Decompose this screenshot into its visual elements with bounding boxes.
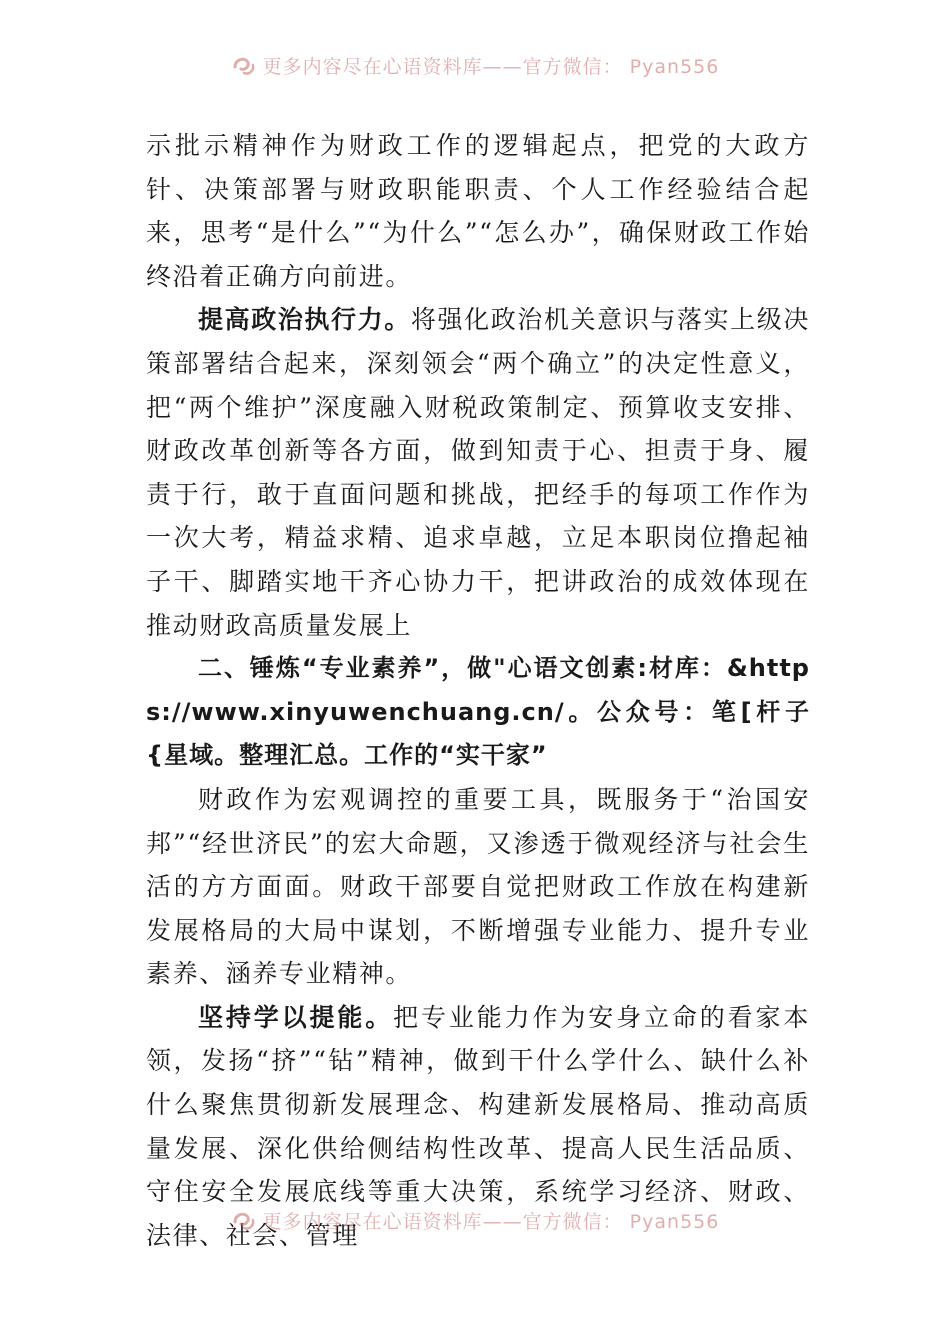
watermark-text: 更多内容尽在心语资料库——官方微信： Pyan556 [262, 1211, 720, 1233]
brand-logo-icon [231, 53, 257, 79]
document-body [146, 124, 810, 1257]
paragraph-4 [146, 778, 810, 996]
paragraph-text: 把专业能力作为安身立命的看家本领，发扬“挤”“钻”精神，做到干什么学什么、缺什么补什么聚焦贯彻新发展理念、构建新发展格局、推动高质量发展、深化供给侧结构性改革、提高人民生活品质、守住安全发展底线等重大决策，系统学习经济、财政、法律、社会、管理 [146, 1002, 810, 1250]
paragraph-text: 将强化政治机关意识与落实上级决策部署结合起来，深刻领会“两个确立”的决定性意义，把“两个维护”深度融入财税政策制定、预算收支安排、财政改革创新等各方面，做到知责于心、担责于身、履责于行，敢于直面问题和挑战，把经手的每项工作作为一次大考，精益求精、追求卓越，立足本职岗位撸起袖子干、脚踏实地干齐心协力干，把讲政治的成效体现在推动财政高质量发展上 [146, 305, 810, 640]
section-heading: 二、锤炼“专业素养”，做"心语文创素:材库：&https://www.xinyuwenchuang.cn/。公众号：笔[杆子{星域。整理汇总。工作的“实干家” [146, 654, 810, 770]
paragraph-1 [146, 124, 810, 298]
paragraph-lead: 提高政治执行力。 [198, 305, 411, 335]
paragraph-text: 示批示精神作为财政工作的逻辑起点，把党的大政方针、决策部署与财政职能职责、个人工作经验结合起来，思考“是什么”“为什么”“怎么办”，确保财政工作始终沿着正确方向前进。 [146, 131, 810, 291]
watermark-text: 更多内容尽在心语资料库——官方微信： Pyan556 [262, 56, 720, 78]
paragraph-text: 财政作为宏观调控的重要工具，既服务于“治国安邦”“经世济民”的宏大命题，又渗透于微观经济与社会生活的方方面面。财政干部要自觉把财政工作放在构建新发展格局的大局中谋划，不断增强专业能力、提升专业素养、涵养专业精神。 [146, 784, 810, 989]
watermark-header [0, 52, 950, 79]
watermark-footer [0, 1207, 950, 1234]
paragraph-2 [146, 298, 810, 647]
brand-logo-icon [231, 1208, 257, 1234]
paragraph-lead: 坚持学以提能。 [198, 1002, 394, 1032]
